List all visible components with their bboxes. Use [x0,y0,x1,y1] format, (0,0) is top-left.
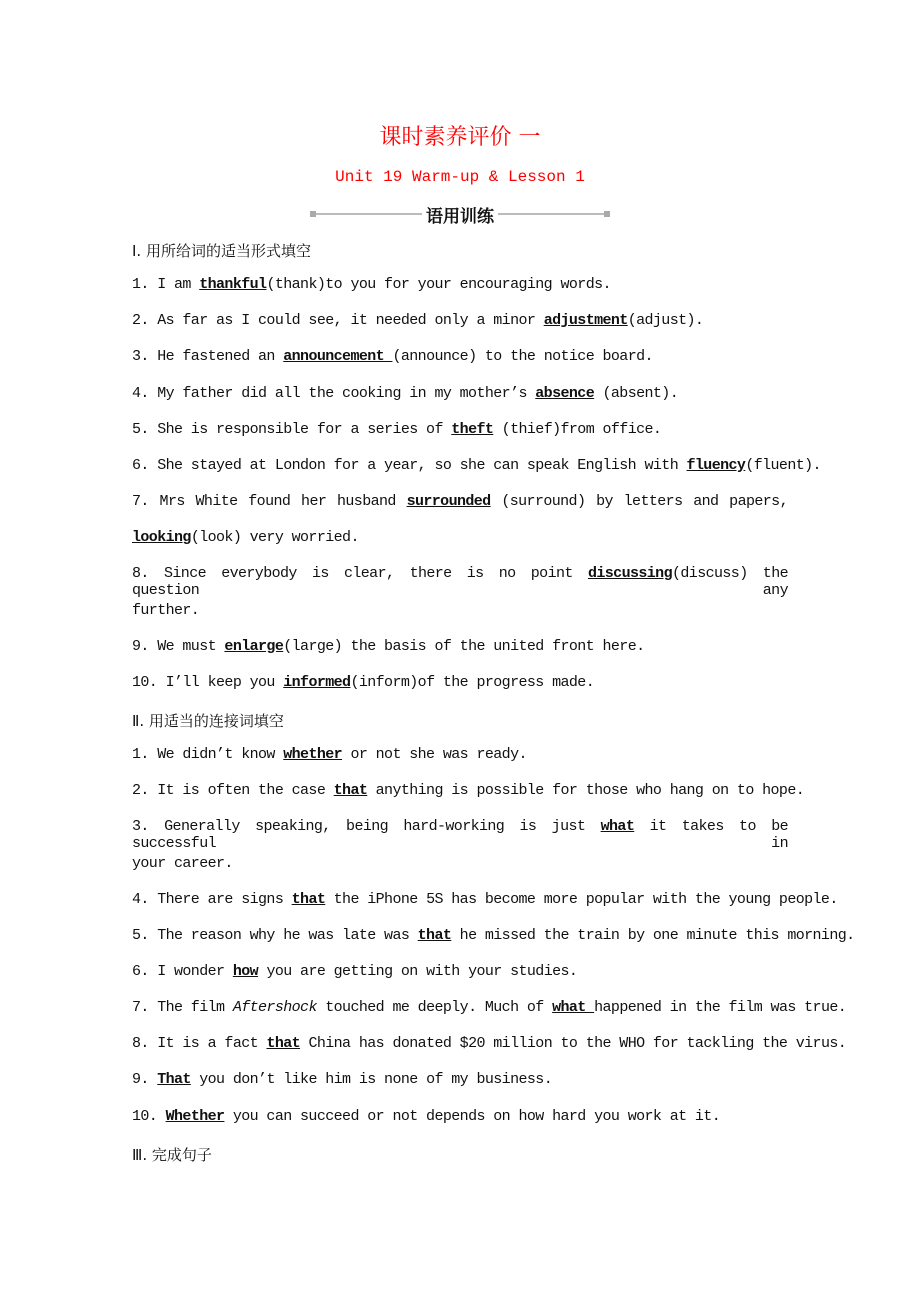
banner-line-right [498,213,604,215]
line-text: 2. As far as I could see, it needed only a minor [132,312,544,330]
answer-text: that [266,1035,301,1053]
line-text: 10. I’ll keep you [132,673,284,691]
section-banner [310,202,610,226]
banner-title: 语用训练 [426,206,494,227]
answer-text: fluency [686,456,746,474]
line-text: (discuss) the question any [132,565,788,600]
answer-text: surrounded [406,493,491,511]
exercise-line [132,348,788,365]
line-text: you can succeed or not depends on how hard you work at it. [224,1107,721,1125]
answer-text: absence [535,384,595,402]
line-text: 8. Since everybody is clear, there is no point [132,565,588,583]
line-text: 1. I am [132,276,200,294]
line-text: (thank)to you for your encouraging words. [266,276,611,294]
line-text: 4. My father did all the cooking in my mother’s [132,384,536,402]
line-text: your career. [132,854,233,872]
answer-text: discussing [587,565,672,583]
answer-text: announcement [283,348,393,366]
line-text: or not she was ready. [342,746,527,764]
answer-text: enlarge [224,637,284,655]
answer-text: thankful [199,276,267,294]
line-text: he missed the train by one minute this morning. [451,926,855,944]
section-heading [132,1144,788,1165]
line-text: Ⅱ. 用适当的连接词填空 [132,711,284,730]
answer-text: adjustment [543,312,628,330]
line-text: 3. He fastened an [132,348,284,366]
answer-text: informed [283,673,351,691]
line-text: 6. She stayed at London for a year, so she can speak English with [132,456,687,474]
exercise-line [132,890,838,908]
line-text: 9. [132,1071,158,1089]
line-text: 5. The reason why he was late was [132,926,418,944]
exercise-line [132,421,788,438]
document-title: 课时素养评价 一 [379,125,541,150]
line-text: 9. We must [132,637,225,655]
line-text: further. [132,601,200,619]
exercise-line [132,456,821,474]
exercise-line [132,926,855,944]
line-text: (thief)from office. [493,420,662,438]
line-text: China has donated $20 million to the WHO for tackling the virus. [300,1035,847,1053]
exercise-line [132,385,788,402]
exercise-line [132,818,788,852]
answer-text: that [333,782,368,800]
exercise-line [132,312,788,329]
exercise-line [132,602,788,619]
section-heading [132,240,788,261]
line-text: 6. I wonder [132,963,233,980]
line-text: (inform)of the progress made. [350,673,595,691]
line-text: (absent). [594,384,679,402]
line-text: (adjust). [627,312,704,330]
exercise-line [132,638,788,655]
exercise-line [132,1035,847,1053]
line-text: 2. It is often the case [132,782,334,800]
answer-text: how [232,963,259,980]
line-text: 4. There are signs [132,890,292,908]
answer-text: That [157,1071,191,1089]
line-text: 5. She is responsible for a series of [132,420,452,438]
exercise-line [132,1108,788,1125]
answer-text: Whether [165,1107,225,1125]
line-text: (look) very worried. [190,529,359,547]
line-text: it takes to be successful in [132,818,788,853]
line-text: anything is possible for those who hang on to hope. [367,782,805,800]
exercise-line [132,782,805,800]
answer-text: what [600,818,635,836]
exercise-line [132,746,788,763]
line-text: 1. We didn’t know [132,746,284,764]
line-text: 7. Mrs White found her husband [132,493,407,511]
line-text: touched me deeply. Much of [316,999,553,1017]
line-text: (fluent). [745,456,821,474]
answer-text: that [417,926,452,944]
line-text: 3. Generally speaking, being hard-working is just [132,818,601,836]
exercise-line [132,1071,788,1088]
line-text: you are getting on with your studies. [258,963,578,980]
line-text: (large) the basis of the united front here. [283,637,645,655]
exercise-line [132,276,788,293]
answer-text: looking [132,529,191,547]
answer-text: whether [283,746,343,764]
exercise-line [132,493,788,510]
exercise-line [132,565,788,599]
exercise-line [132,674,788,691]
answer-text: what [552,999,595,1017]
document-subtitle: Unit 19 Warm-up & Lesson 1 [335,168,585,186]
line-text: the iPhone 5S has become more popular with the young people. [325,890,838,908]
banner-dot-right [604,211,610,217]
line-text: (surround) by letters and papers, [490,493,788,511]
line-text: you don’t like him is none of my business. [190,1071,553,1089]
answer-text: that [291,890,326,908]
exercise-line [132,855,788,872]
line-text: Ⅲ. 完成句子 [132,1145,212,1164]
line-text: (announce) to the notice board. [392,348,653,366]
banner-line-left [316,213,422,215]
answer-text: theft [451,420,494,438]
exercise-line [132,963,788,980]
line-text: 10. [132,1107,166,1125]
section-heading [132,710,788,731]
line-text: happened in the film was true. [594,999,847,1017]
exercise-line [132,529,788,546]
exercise-line [132,999,847,1017]
line-text: 7. The film [132,999,233,1017]
line-text: 8. It is a fact [132,1035,267,1053]
line-text: Ⅰ. 用所给词的适当形式填空 [132,242,311,260]
italic-title: Aftershock [232,999,317,1017]
